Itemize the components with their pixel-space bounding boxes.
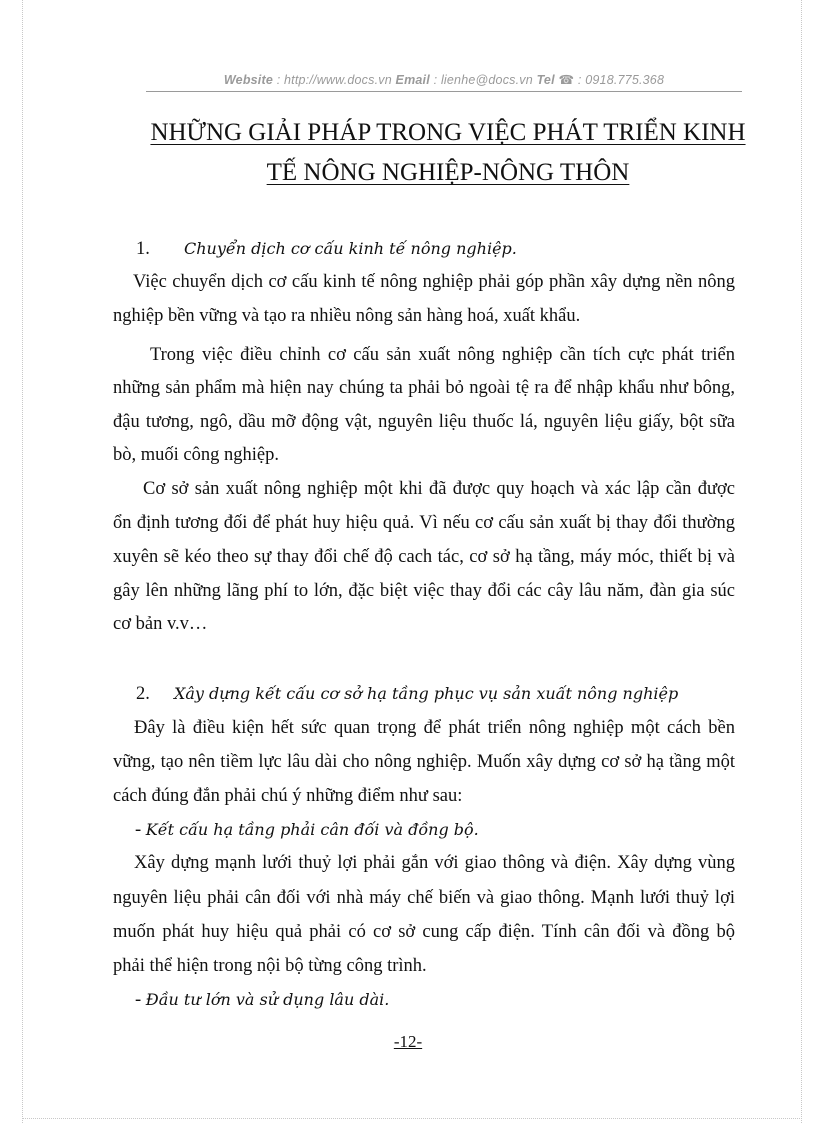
paragraph-line: Trong việc điều chỉnh cơ cấu sản xuất nông nghiệp cần tích cực phát triển [150, 345, 735, 365]
bullet-text: Đầu tư lớn và sử dụng lâu dài. [145, 990, 390, 1009]
email-label: Email [395, 73, 430, 87]
email-value: : lienhe@docs.vn [433, 73, 533, 87]
paragraph-line: cơ bản v.v… [113, 614, 208, 634]
paragraph-line: xuyên sẽ kéo theo sự thay đổi chế độ cach tác, cơ sở hạ tầng, máy móc, thiết bị và [113, 547, 735, 567]
page-header [146, 72, 742, 92]
tel-label: Tel [536, 73, 555, 87]
paragraph-line: Việc chuyển dịch cơ cấu kinh tế nông nghiệp phải góp phần xây dựng nền nông [133, 272, 735, 292]
page-title-line-1: NHỮNG GIẢI PHÁP TRONG VIỆC PHÁT TRIỂN KINH [150, 119, 746, 146]
page-title-line-2: TẾ NÔNG NGHIỆP-NÔNG THÔN [266, 159, 630, 186]
section-1-heading [136, 238, 517, 260]
bullet-item: - Đầu tư lớn và sử dụng lâu dài. [135, 990, 390, 1010]
website-label: Website [223, 73, 273, 87]
section-1-title: Chuyển dịch cơ cấu kinh tế nông nghiệp. [184, 239, 517, 258]
paragraph-line: đậu tương, ngô, dầu mỡ động vật, nguyên liệu thuốc lá, nguyên liệu giấy, bột sữa [113, 412, 735, 432]
paragraph-line: Đây là điều kiện hết sức quan trọng để phát triển nông nghiệp một cách bền [134, 718, 735, 738]
paragraph-line: muốn phát huy hiệu quả phải có cơ sở cung cấp điện. Tính cân đối và đồng bộ [113, 922, 735, 942]
website-value: : http://www.docs.vn [276, 73, 392, 87]
section-2-title: Xây dựng kết cấu cơ sở hạ tầng phục vụ sản xuất nông nghiệp [174, 684, 679, 703]
paragraph-line: nguyên liệu phải cân đối với nhà máy chế biến và giao thông. Mạnh lưới thuỷ lợi [113, 888, 735, 908]
paragraph-line: những sản phẩm mà hiện nay chúng ta phải bỏ ngoài tệ ra để nhập khẩu như bông, [113, 378, 735, 398]
tel-value: ☎ : 0918.775.368 [558, 73, 665, 87]
paragraph-line: Cơ sở sản xuất nông nghiệp một khi đã được quy hoạch và xác lập cần được [143, 479, 735, 499]
bullet-text: Kết cấu hạ tầng phải cân đối và đồng bộ. [145, 820, 479, 839]
paragraph-line: nghiệp bền vững và tạo ra nhiều nông sản hàng hoá, xuất khẩu. [113, 306, 581, 326]
paragraph-line: phải thể hiện trong nội bộ từng công trình. [113, 956, 427, 976]
paragraph-line: cách đúng đắn phải chú ý những điểm như sau: [113, 786, 463, 806]
paragraph-line: vững, tạo nên tiềm lực lâu dài cho nông nghiệp. Muốn xây dựng cơ sở hạ tầng một [113, 752, 735, 772]
paragraph-line: ổn định tương đối để phát huy hiệu quả. Vì nếu cơ cấu sản xuất bị thay đổi thường [113, 513, 735, 533]
bottom-border [22, 1118, 802, 1119]
page-number: -12- [393, 1032, 423, 1051]
paragraph-line: bò, muối công nghiệp. [113, 445, 279, 465]
paragraph-line: Xây dựng mạnh lưới thuỷ lợi phải gắn với giao thông và điện. Xây dựng vùng [134, 853, 735, 873]
paragraph-line: gây lên những lãng phí to lớn, đặc biệt việc thay đổi các cây lâu năm, đàn gia súc [113, 581, 735, 601]
section-2-heading [136, 683, 678, 705]
section-2-number: 2. [136, 684, 150, 704]
section-1-number: 1. [136, 239, 150, 259]
bullet-item: - Kết cấu hạ tầng phải cân đối và đồng bộ. [135, 820, 479, 840]
